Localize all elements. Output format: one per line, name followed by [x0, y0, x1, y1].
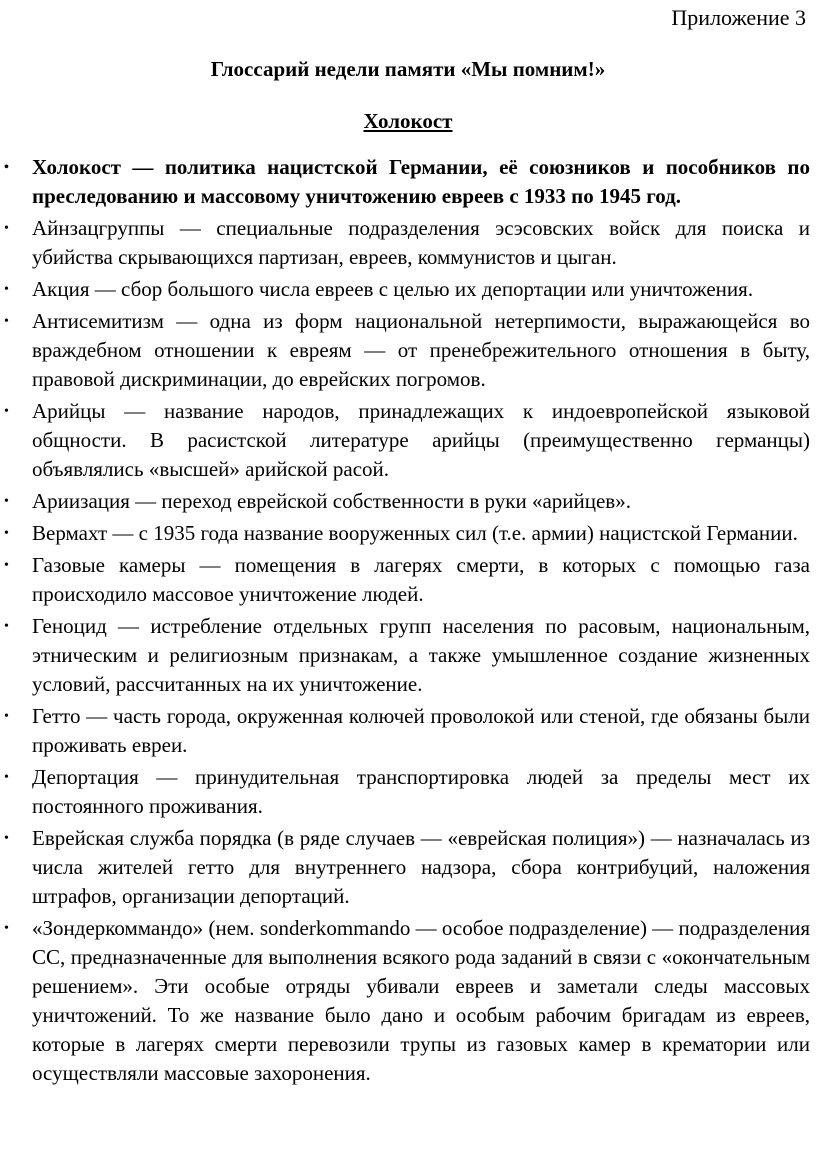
- glossary-text: Депортация — принудительная транспортировка людей за пределы мест их постоянного проживания.: [32, 765, 810, 818]
- glossary-item: [4, 487, 810, 516]
- glossary-text: Геноцид — истребление отдельных групп населения по расовым, национальным, этническим и религиозным признакам, а также умышленное создание жизненных условий, рассчитанных на их уничтожение.: [32, 614, 810, 696]
- bullet-icon: •: [4, 494, 9, 509]
- document-title: Глоссарий недели памяти «Мы помним!»: [210, 57, 606, 81]
- glossary-item: [4, 153, 810, 211]
- glossary-text: Акция — сбор большого числа евреев с целью их депортации или уничтожения.: [32, 277, 754, 301]
- bullet-icon: •: [4, 526, 9, 541]
- bullet-icon: •: [4, 314, 9, 329]
- glossary-text: Антисемитизм — одна из форм национальной нетерпимости, выражающейся во враждебном отношении к евреям — от пренебрежительного отношения в быту, правовой дискриминации, до еврейских погромов.: [32, 309, 810, 391]
- glossary-item: [4, 914, 810, 1088]
- glossary-text: Холокост — политика нацистской Германии, её союзников и пособников по преследованию и массовому уничтожению евреев с 1933 по 1945 год.: [32, 155, 810, 208]
- bullet-icon: •: [4, 619, 9, 634]
- glossary-text: «Зондеркоммандо» (нем. sonderkommando — особое подразделение) — подразделения СС, предназначенные для выполнения всякого рода заданий в связи с «окончательным решением». Эти особые отряды убивали евреев и заметали следы массовых уничтожений. То же название было дано и особым рабочим бригадам из евреев, которые в лагерях смерти перевозили трупы из газовых камер в крематории или осуществляли массовые захоронения.: [32, 916, 810, 1085]
- glossary-text: Айнзацгруппы — специальные подразделения эсэсовских войск для поиска и убийства скрывающихся партизан, евреев, коммунистов и цыган.: [32, 216, 810, 269]
- glossary-item: [4, 551, 810, 609]
- section-heading: Холокост: [363, 109, 453, 133]
- glossary-item: [4, 397, 810, 484]
- bullet-icon: •: [4, 404, 9, 419]
- glossary-list: [4, 153, 810, 1091]
- bullet-icon: •: [4, 921, 9, 936]
- glossary-item: [4, 275, 810, 304]
- glossary-item: [4, 307, 810, 394]
- glossary-item: [4, 702, 810, 760]
- glossary-text: Арийцы — название народов, принадлежащих к индоевропейской языковой общности. В расистской литературе арийцы (преимущественно германцы) объявлялись «высшей» арийской расой.: [32, 399, 810, 481]
- glossary-item: [4, 214, 810, 272]
- bullet-icon: •: [4, 558, 9, 573]
- glossary-item: [4, 612, 810, 699]
- glossary-item: [4, 824, 810, 911]
- glossary-text: Вермахт — с 1935 года название вооруженных сил (т.е. армии) нацистской Германии.: [32, 521, 798, 545]
- glossary-text: Гетто — часть города, окруженная колючей проволокой или стеной, где обязаны были проживать евреи.: [32, 704, 810, 757]
- glossary-text: Ариизация — переход еврейской собственности в руки «арийцев».: [32, 489, 631, 513]
- bullet-icon: •: [4, 221, 9, 236]
- bullet-icon: •: [4, 160, 9, 175]
- glossary-item: [4, 519, 810, 548]
- bullet-icon: •: [4, 831, 9, 846]
- glossary-text: Еврейская служба порядка (в ряде случаев — «еврейская полиция») — назначалась из числа жителей гетто для внутреннего надзора, сбора контрибуций, наложения штрафов, организации депортаций.: [32, 826, 810, 908]
- bullet-icon: •: [4, 709, 9, 724]
- bullet-icon: •: [4, 770, 9, 785]
- glossary-item: [4, 763, 810, 821]
- glossary-text: Газовые камеры — помещения в лагерях смерти, в которых с помощью газа происходило массовое уничтожение людей.: [32, 553, 810, 606]
- bullet-icon: •: [4, 282, 9, 297]
- appendix-label: Приложение 3: [671, 5, 806, 30]
